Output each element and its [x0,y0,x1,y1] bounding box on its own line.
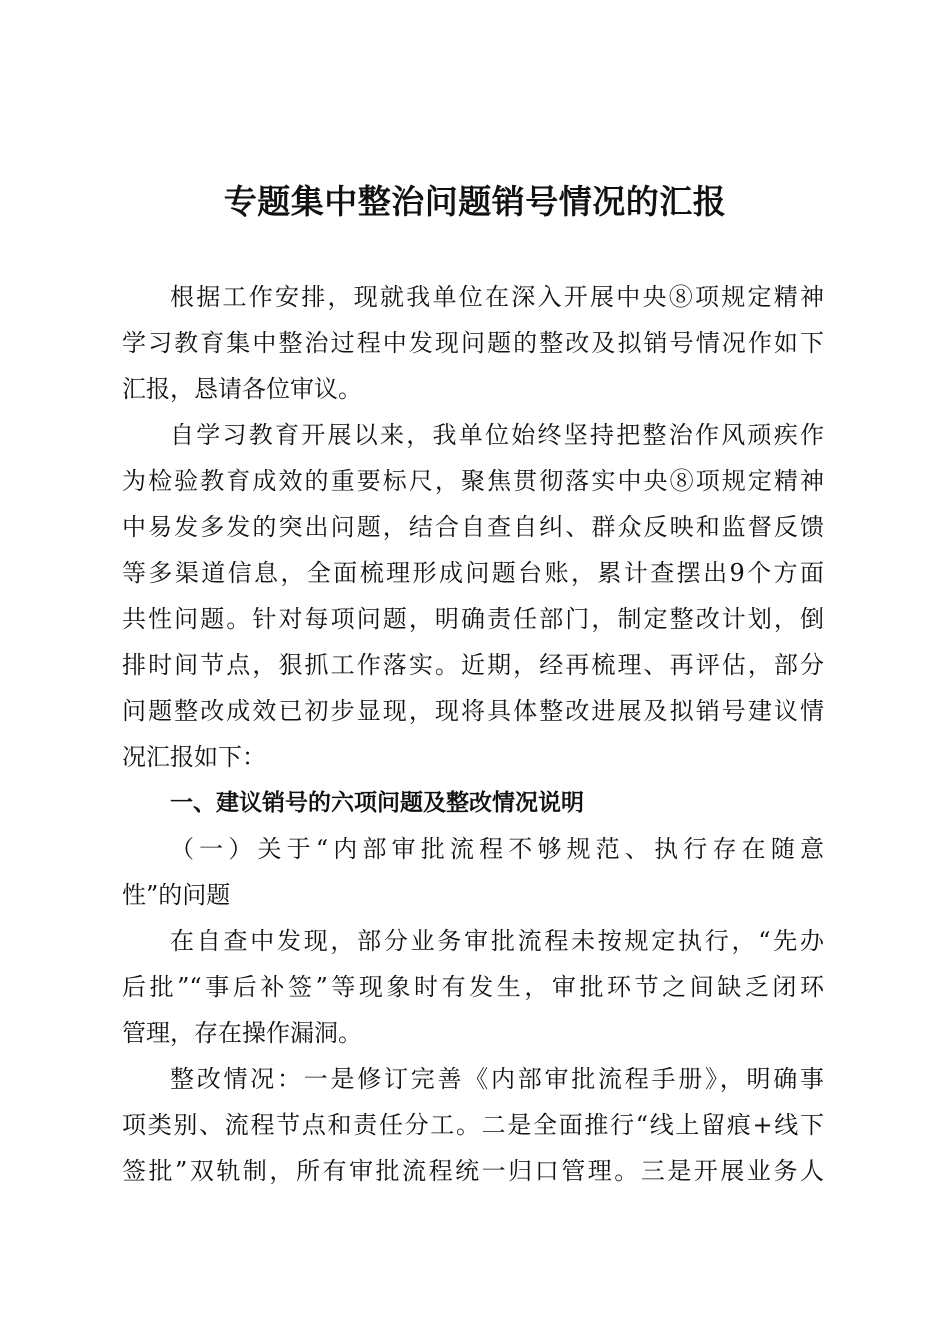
paragraph-line: 后批”“事后补签”等现象时有发生，审批环节之间缺乏闭环 [122,973,824,1001]
paragraph-line: 问题整改成效已初步显现，现将具体整改进展及拟销号建议情 [122,697,824,725]
paragraph-line: 自学习教育开展以来，我单位始终坚持把整治作风顽疾作 [170,421,824,449]
paragraph-line: 况汇报如下： [122,743,266,771]
paragraph-line: 等多渠道信息，全面梳理形成问题台账，累计查摆出9个方面 [122,559,824,587]
paragraph-line: 排时间节点，狠抓工作落实。近期，经再梳理、再评估，部分 [122,651,824,679]
paragraph-line: 学习教育集中整治过程中发现问题的整改及拟销号情况作如下 [122,329,824,357]
paragraph-line: 性”的问题 [122,881,231,909]
paragraph-line: 项类别、流程节点和责任分工。二是全面推行“线上留痕+线下 [122,1111,824,1139]
section-heading: 一、建议销号的六项问题及整改情况说明 [170,790,584,816]
paragraph-line: 在自查中发现，部分业务审批流程未按规定执行，“先办 [170,927,824,955]
paragraph-line: 整改情况：一是修订完善《内部审批流程手册》，明确事 [170,1065,824,1093]
paragraph-line: 为检验教育成效的重要标尺，聚焦贯彻落实中央⑧项规定精神 [122,467,824,495]
paragraph-line: 签批”双轨制，所有审批流程统一归口管理。三是开展业务人 [122,1157,824,1185]
paragraph-line: 根据工作安排，现就我单位在深入开展中央⑧项规定精神 [170,283,824,311]
document-title: 专题集中整治问题销号情况的汇报 [223,182,727,221]
paragraph-line: 中易发多发的突出问题，结合自查自纠、群众反映和监督反馈 [122,513,824,541]
paragraph-line: 管理，存在操作漏洞。 [122,1019,362,1047]
paragraph-line: 汇报，恳请各位审议。 [122,375,362,403]
paragraph-line: 共性问题。针对每项问题，明确责任部门，制定整改计划，倒 [122,605,824,633]
document-body [122,274,824,1194]
paragraph-line: （一）关于“内部审批流程不够规范、执行存在随意 [170,835,824,863]
